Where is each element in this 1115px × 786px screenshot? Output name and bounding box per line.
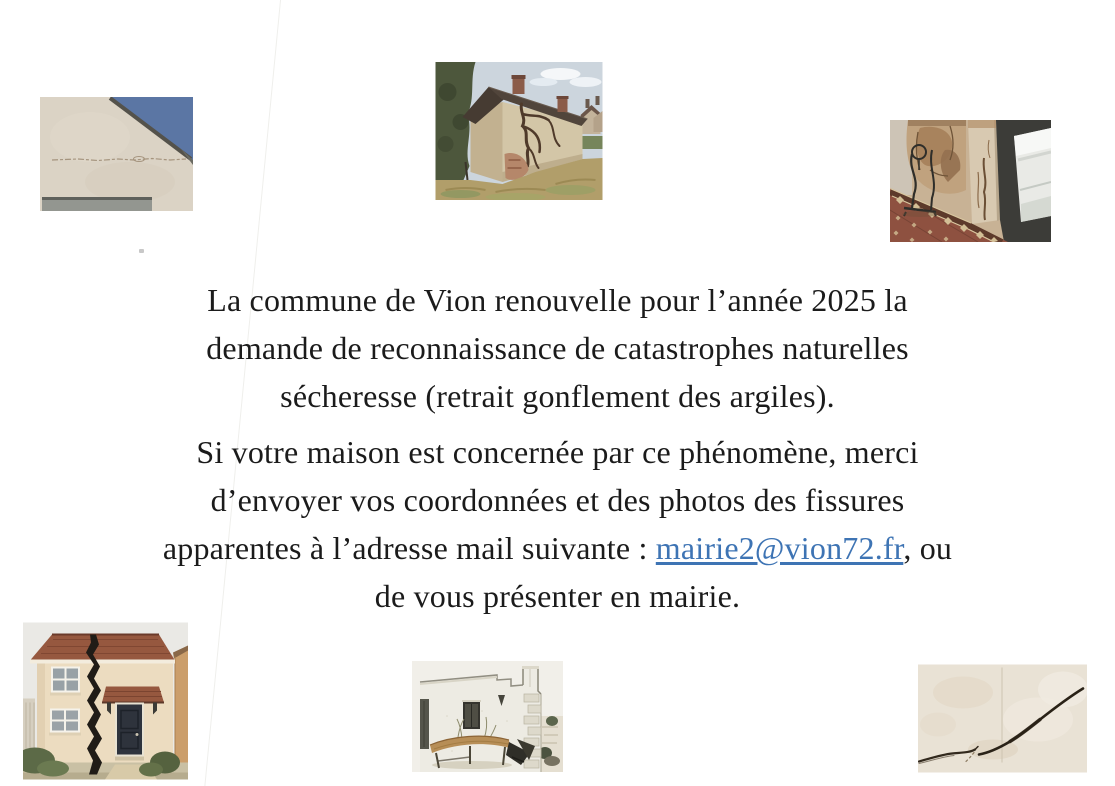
photo-split-house-image	[23, 622, 188, 780]
door-frame	[996, 120, 1051, 242]
bench-shadow	[432, 761, 512, 769]
email-link[interactable]: mairie2@vion72.fr	[655, 530, 904, 566]
photo-gable-wall-crack-image	[40, 97, 193, 211]
text-line-2: demande de reconnaissance de catastrophes naturelles	[206, 330, 909, 366]
scan-speck-artifact	[139, 249, 144, 253]
lower-window	[49, 709, 81, 736]
text-after-email: , ou	[903, 530, 953, 566]
photo-interior-crack-image	[890, 120, 1051, 242]
front-door	[115, 703, 144, 761]
garage-lintel	[42, 197, 152, 211]
photo-gable-wall-horizontal-crack	[40, 97, 193, 211]
text-before-email: apparentes à l’adresse mail suivante :	[162, 530, 656, 566]
notice-text	[0, 276, 1115, 620]
neighbor-wall	[173, 646, 188, 773]
text-line-5: d’envoyer vos coordonnées et des photos des fissures	[210, 482, 905, 518]
photo-white-wall-image	[412, 661, 563, 772]
text-line-7: de vous présenter en mairie.	[374, 578, 741, 614]
text-line-1: La commune de Vion renouvelle pour l’année 2025 la	[207, 282, 908, 318]
background-right	[538, 716, 563, 772]
text-line-4: Si votre maison est concernée par ce phénomène, merci	[196, 434, 919, 470]
photo-white-wall-courtyard	[412, 661, 563, 772]
photo-diagonal-wall-crack	[918, 664, 1087, 773]
paragraph-renewal	[0, 276, 1115, 420]
photo-split-house	[23, 622, 188, 780]
photo-diagonal-crack-image	[918, 664, 1087, 773]
paragraph-instructions	[0, 428, 1115, 620]
photo-cracked-house-image	[435, 62, 603, 200]
photo-cracked-house-exterior	[435, 62, 603, 200]
photo-interior-wall-crack	[890, 120, 1051, 242]
upper-window	[50, 667, 81, 696]
text-line-6	[0, 524, 1115, 572]
text-line-3: sécheresse (retrait gonflement des argiles).	[280, 378, 835, 414]
side-door	[420, 699, 429, 749]
window	[462, 700, 481, 729]
plaster-column	[968, 120, 1000, 224]
roof	[30, 635, 175, 664]
